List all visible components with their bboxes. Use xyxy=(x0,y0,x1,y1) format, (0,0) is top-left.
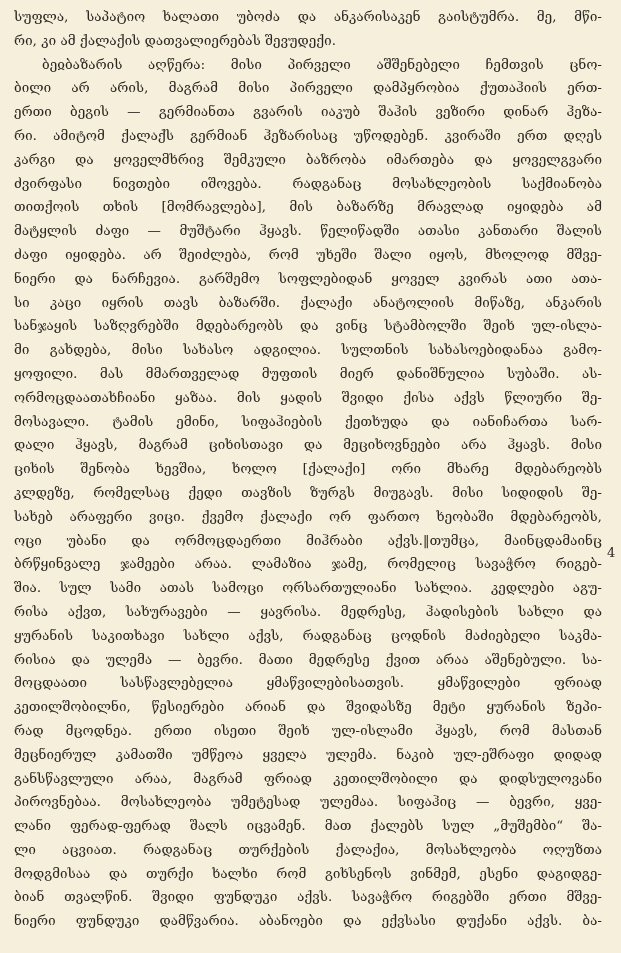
text-line: ლი აცვიათ. რადგანაც თურქების ქალაქია, მოსახლეობა ოღუზთა xyxy=(14,842,602,858)
text-line: რი, კი ამ ქალაქის დათვალიერებას შევუდექი. xyxy=(14,33,337,49)
text-line: ძაფი იყიდება. არ შეიძლება, რომ უხეში შალი იყოს, მხოლოდ მშვე- xyxy=(14,247,602,263)
text-line: მოდგმისაა და თურქი ხალხი რომ გიხსენოს ვინმემ, ესენი დაგიდგე- xyxy=(14,866,602,882)
text-line: კეთილშობილნი, წესიერები არიან და შვიდასზე მეტი ყურანის ზეპი- xyxy=(14,700,602,716)
text-line: კლდეზე, რომელსაც ქედი თავზის ზურგს მიუგავს. მისი სიდიდის შე- xyxy=(14,485,602,501)
text-line: დალი ჰყავს, მაგრამ ციხისთავი და მეციხოვნეები არა ჰყავს. მისი xyxy=(14,438,602,454)
text-line: რად მცოდნეა. ერთი ისეთი შეიხ ულ-ისლამი ჰყავს, რომ მასთან xyxy=(14,723,602,739)
text-line: სანჯაყის საზღვრებში მდებარეობს და ვინც სტამბოლში შეიხ ულ-ისლა- xyxy=(14,319,602,335)
paragraph-start-line: ბეჲბაზარის აღწერა: მისი პირველი აშშენებელი ჩემთვის ცნო- xyxy=(42,57,602,73)
text-line: ბილი არ არის, მაგრამ მისი პირველი დამპყრობია ქუთაჰიის ერთ- xyxy=(14,81,602,97)
text-line: სი კაცი იყრის თავს ბაზარში. ქალაქი ანატოლიის მიწაზე, ანკარის xyxy=(14,295,602,311)
text-line: პიროვნებაა. მოსახლეობა უმეტესად ულემაა. სიფაჰიც — ბევრი, ყვე- xyxy=(14,795,602,811)
text-line: ოცი უბანი და ორმოცდაერთი მიჰრაბი აქვს.‖თუმცა, მაინცდამაინც xyxy=(14,533,602,549)
text-line: ნიერი ფუნდუკი დამწვარია. აბანოები და ექვსასი დუქანი აქვს. ბა- xyxy=(14,914,602,930)
text-line: მატყლის ძაფი — მუშტარი ჰყავს. წელიწადში ათასი კანთარი შალის xyxy=(14,224,602,240)
text-line: ერთი ბეგის — გერმიანთა გვარის იაკუბ შაჰის ვეზირი დინარ ჰეზა- xyxy=(14,105,602,121)
text-line: შია. სულ სამი ათას სამოცი ორსართულიანი სახლია. კედლები აგუ- xyxy=(14,581,602,597)
margin-page-number: 4 xyxy=(607,546,616,561)
text-line: მოცდაათი სასწავლებელია ყმაწვილებისათვის. ყმაწვილები ფრიად xyxy=(14,676,602,692)
text-line: ბრწყინვალე ჯამეები არაა. ლამაზია ჯამე, რომელიც სავაჭრო რიგებ- xyxy=(14,557,602,573)
text-line: სახებ არაფერი ვიცი. ქვემო ქალაქი ორ ფართო ხეობაში მდებარეობს, xyxy=(14,509,602,525)
text-line: მეცნიერულ კამათში უმწეოა ყველა ულემა. ნაკიბ ულ-ეშრაფი დიდად xyxy=(14,747,602,763)
text-line: ყურანის საკითხავი სახლი აქვს, რადგანაც ცოდნის მაძიებელი საკმა- xyxy=(14,628,602,644)
body-text xyxy=(14,6,602,934)
text-line: განსწავლული არაა, მაგრამ ფრიად კეთილშობილი და დიდსულოვანი xyxy=(14,771,602,787)
text-line: ლანი ფერად-ფერად შალს იცვამენ. მათ ქალებს სულ „მუშემბი“ შა- xyxy=(14,819,602,835)
text-line: თითქოის თხის [მომრავლება], მის ბაზარზე მრავლად იყიდება ამ xyxy=(14,200,602,216)
text-line: ნიერი და ნარჩევია. გარშემო სოფლებიდან ყოველ კვირას ათი ათა- xyxy=(14,271,602,287)
text-line: ყოფილი. მას მმართველად მუფთის მიერ დანიშნულია სუბაში. ას- xyxy=(14,366,602,382)
text-line: მოსავალი. ტამის ემინი, სიფაჰიების ქეთხუდა და იანიჩართა სარ- xyxy=(14,414,602,430)
text-line: კარგი და ყოველმხრივ შემკული ბაზრობა იმართება და ყოველგვარი xyxy=(14,152,602,168)
text-line: მი გახდება, მისი სახასო ადგილია. სულთნის სახასოებიდანაა გამო- xyxy=(14,343,602,359)
text-line: ბიან თვალწინ. შვიდი ფუნდუკი აქვს. სავაჭრო რიგებში ერთი მშვე- xyxy=(14,890,602,906)
text-line: რი. ამიტომ ქალაქს გერმიან ჰეზარისაც უწოდებენ. კვირაში ერთ დღეს xyxy=(14,128,602,144)
text-line: რისია და ულემა — ბევრი. მათი მედრესე ქვით არაა აშენებული. სა- xyxy=(14,652,602,668)
text-line: სუფლა, საპატიო ხალათი უბოძა და ანკარისაკენ გაისტუმრა. მე, მწი- xyxy=(14,10,602,25)
text-line: ორმოცდაათახჩიანი ყაზაა. მის ყადის შვიდი ქისა აქვს წლიური შე- xyxy=(14,390,602,406)
text-line: ციხის შენობა ხევშია, ხოლო [ქალაქი] ორი მხარე მდებარეობს xyxy=(14,462,602,478)
text-line: რისა აქვთ, სახურავები — ყავრისა. მედრესე, ჰადისების სახლი და xyxy=(14,604,602,620)
text-line: ძვირფასი ნივთები იშოვება. რადგანაც მოსახლეობის საქმიანობა xyxy=(14,176,602,192)
